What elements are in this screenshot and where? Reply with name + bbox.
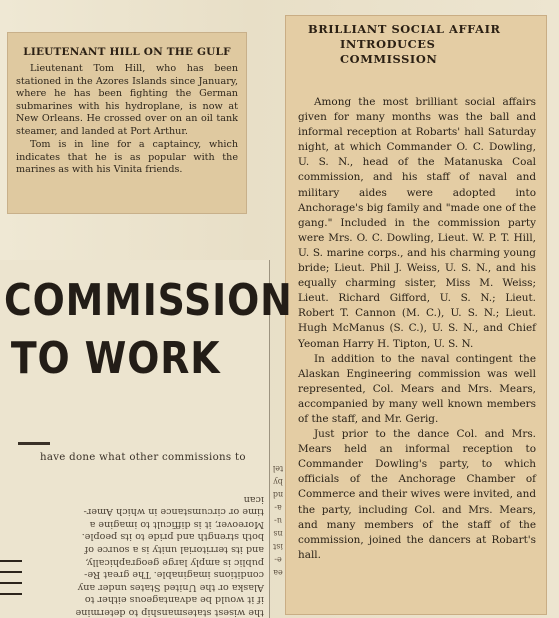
clipping-social-affair [286, 16, 546, 614]
inverted-line: Moreover, it is difficult to imagine a [89, 518, 264, 530]
inverted-line: if it would be advantageous either to [84, 594, 264, 606]
clipping-lieutenant-hill [8, 33, 246, 213]
inverted-line: both strength and pride to its people. [81, 531, 264, 543]
title-line: INTRODUCES COMMISSION [340, 37, 438, 66]
inverted-line: ican [243, 493, 264, 505]
margin-fragment: nd [272, 490, 284, 499]
article-paragraph: In addition to the naval contingent the Alaskan Engineering commission was well represented, Col. Mears and Mrs. Mears, accompanied by many well known members of the staff, and Mr. Gerig. [298, 352, 536, 425]
margin-fragment: tel [272, 464, 284, 473]
inverted-line: and its territorial unity is a source of [84, 544, 264, 556]
edge-mark [0, 582, 22, 584]
margin-fragment: e- [274, 555, 282, 564]
rule-divider [18, 442, 50, 445]
headline-line: COMMISSION [4, 275, 293, 326]
inverted-line: time or circumstance in which Amer- [83, 506, 264, 518]
clipping-paragraph: Lieutenant Tom Hill, who has been stationed in the Azores Islands since January, where he has been fighting the German submarines with his hydroplane, is now at New Orleans. He crossed over on an oil tank steamer, and landed at Port Arthur. [16, 63, 238, 137]
margin-fragment: by [273, 477, 283, 486]
margin-fragments [271, 462, 285, 618]
torn-edge-marks [0, 560, 22, 618]
headline [4, 272, 293, 388]
inverted-line: Alaska or the United States under any [77, 581, 264, 593]
article-body [298, 95, 536, 563]
title-line: BRILLIANT SOCIAL AFFAIR [308, 22, 501, 36]
inverted-line: the wisest statesmanship to determine [75, 607, 264, 618]
margin-fragment: a- [274, 503, 282, 512]
continuation-text: have done what other commissions to [40, 452, 246, 463]
headline-line: TO WORK [10, 333, 221, 384]
clipping-title [298, 22, 536, 67]
inverted-line: conditions imaginable. The great Re- [84, 569, 264, 581]
edge-mark [0, 571, 22, 573]
margin-fragment: u- [274, 516, 282, 525]
clipping-title: LIEUTENANT HILL ON THE GULF [23, 46, 231, 58]
inverted-text-block [28, 462, 264, 618]
margin-fragment: ea [273, 568, 283, 577]
margin-fragment: ns [273, 529, 283, 538]
edge-mark [0, 593, 22, 595]
article-paragraph: Among the most brilliant social affairs given for many months was the ball and informal reception at Robarts' hall Saturday night, at which Commander O. C. Dowling, U. S. N., head of the Matanuska Coal commission, and his staff of naval and military aides were adopted into Anchorage's big family and "made one of the gang." Included in the commission party were Mrs. O. C. Dowling, Lieut. W. P. T. Hill, U. S. marine corps., and his charming young bride; Lieut. Phil J. Weiss, U. S. N., and his equally charming sister, Miss M. Weiss; Lieut. Richard Gifford, U. S. N.; Lieut. Robert T. Cannon (M. C.), U. S. N.; Lieut. Hugh McManus (S. C.), U. S. N., and Chief Yeoman Harry H. Tipton, U. S. N. [298, 96, 536, 350]
margin-fragment: ist [273, 542, 283, 551]
edge-mark [0, 560, 22, 562]
article-paragraph: Just prior to the dance Col. and Mrs. Mears held an informal reception to Commander Dowling's party, to which officials of the Anchorage Chamber of Commerce and their wives were invited, and the party, including Col. and Mrs. Mears, and many members of the staff of the commission, joined the dancers at Robart's hall. [298, 428, 536, 561]
clipping-paragraph: Tom is in line for a captaincy, which indicates that he is as popular with the marines as with his Vinita friends. [16, 139, 238, 175]
inverted-line: public is amply large geographically, [85, 556, 264, 568]
